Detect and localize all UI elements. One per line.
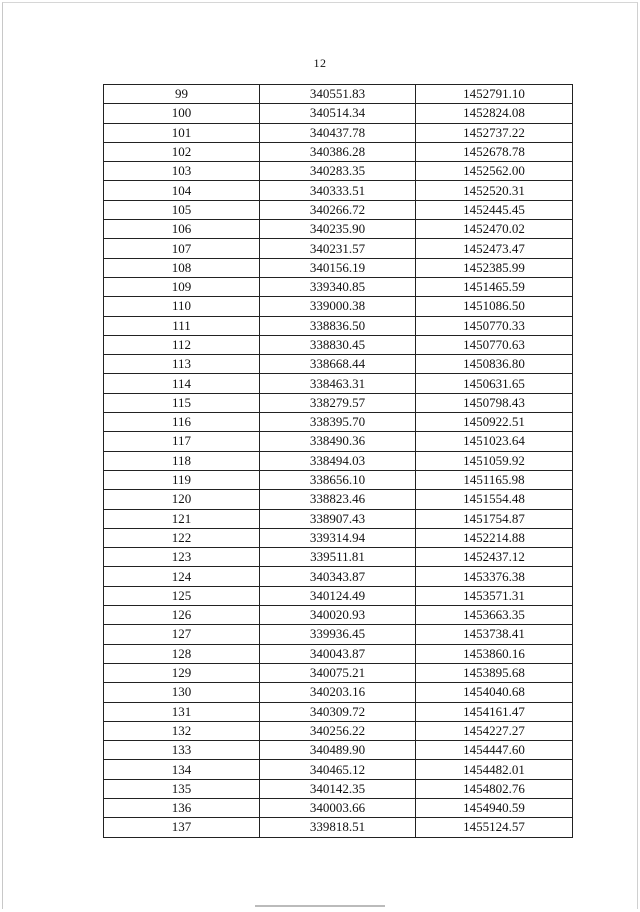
x-coordinate-cell: 338395.70 [260,413,416,432]
y-coordinate-cell: 1452445.45 [416,200,573,219]
point-number-cell: 122 [104,528,260,547]
table-row [104,625,573,644]
table-row [104,316,573,335]
x-coordinate-cell: 338656.10 [260,470,416,489]
table-row [104,297,573,316]
y-coordinate-cell: 1451059.92 [416,451,573,470]
y-coordinate-cell: 1452678.78 [416,142,573,161]
y-coordinate-cell: 1453571.31 [416,586,573,605]
x-coordinate-cell: 338823.46 [260,490,416,509]
point-number-cell: 113 [104,355,260,374]
y-coordinate-cell: 1453663.35 [416,606,573,625]
table-row [104,567,573,586]
point-number-cell: 132 [104,721,260,740]
table-row [104,355,573,374]
point-number-cell: 100 [104,104,260,123]
point-number-cell: 109 [104,277,260,296]
table-row [104,104,573,123]
x-coordinate-cell: 339000.38 [260,297,416,316]
x-coordinate-cell: 340003.66 [260,798,416,817]
y-coordinate-cell: 1451465.59 [416,277,573,296]
point-number-cell: 99 [104,85,260,104]
x-coordinate-cell: 340283.35 [260,162,416,181]
point-number-cell: 131 [104,702,260,721]
y-coordinate-cell: 1450798.43 [416,393,573,412]
scan-edge-line [255,905,385,907]
table-row [104,490,573,509]
table-row [104,335,573,354]
x-coordinate-cell: 338490.36 [260,432,416,451]
x-coordinate-cell: 338830.45 [260,335,416,354]
point-number-cell: 133 [104,741,260,760]
y-coordinate-cell: 1453895.68 [416,663,573,682]
x-coordinate-cell: 340333.51 [260,181,416,200]
table-row [104,277,573,296]
y-coordinate-cell: 1452520.31 [416,181,573,200]
x-coordinate-cell: 340514.34 [260,104,416,123]
point-number-cell: 137 [104,818,260,837]
table-row [104,85,573,104]
y-coordinate-cell: 1452562.00 [416,162,573,181]
point-number-cell: 130 [104,683,260,702]
y-coordinate-cell: 1451023.64 [416,432,573,451]
page-number: 12 [313,56,327,70]
point-number-cell: 120 [104,490,260,509]
y-coordinate-cell: 1452385.99 [416,258,573,277]
y-coordinate-cell: 1454447.60 [416,741,573,760]
y-coordinate-cell: 1453738.41 [416,625,573,644]
point-number-cell: 119 [104,470,260,489]
table-row [104,374,573,393]
table-row [104,258,573,277]
point-number-cell: 104 [104,181,260,200]
table-row [104,528,573,547]
x-coordinate-cell: 338279.57 [260,393,416,412]
x-coordinate-cell: 339936.45 [260,625,416,644]
x-coordinate-cell: 340043.87 [260,644,416,663]
point-number-cell: 135 [104,779,260,798]
x-coordinate-cell: 340256.22 [260,721,416,740]
table-body [104,85,573,838]
table-row [104,644,573,663]
x-coordinate-cell: 340465.12 [260,760,416,779]
table-row [104,702,573,721]
table-row [104,798,573,817]
y-coordinate-cell: 1452473.47 [416,239,573,258]
point-number-cell: 108 [104,258,260,277]
table-row [104,606,573,625]
point-number-cell: 102 [104,142,260,161]
x-coordinate-cell: 340203.16 [260,683,416,702]
x-coordinate-cell: 338907.43 [260,509,416,528]
y-coordinate-cell: 1450770.33 [416,316,573,335]
point-number-cell: 117 [104,432,260,451]
point-number-cell: 127 [104,625,260,644]
coordinate-table [103,84,573,838]
x-coordinate-cell: 340142.35 [260,779,416,798]
y-coordinate-cell: 1452791.10 [416,85,573,104]
x-coordinate-cell: 340551.83 [260,85,416,104]
x-coordinate-cell: 339511.81 [260,548,416,567]
table-row [104,818,573,837]
y-coordinate-cell: 1454040.68 [416,683,573,702]
table-row [104,548,573,567]
x-coordinate-cell: 340020.93 [260,606,416,625]
table-row [104,239,573,258]
point-number-cell: 103 [104,162,260,181]
x-coordinate-cell: 339818.51 [260,818,416,837]
point-number-cell: 128 [104,644,260,663]
x-coordinate-cell: 340309.72 [260,702,416,721]
x-coordinate-cell: 340343.87 [260,567,416,586]
table-row [104,741,573,760]
x-coordinate-cell: 340124.49 [260,586,416,605]
y-coordinate-cell: 1450770.63 [416,335,573,354]
y-coordinate-cell: 1453376.38 [416,567,573,586]
y-coordinate-cell: 1452737.22 [416,123,573,142]
y-coordinate-cell: 1451554.48 [416,490,573,509]
point-number-cell: 136 [104,798,260,817]
x-coordinate-cell: 339314.94 [260,528,416,547]
y-coordinate-cell: 1451754.87 [416,509,573,528]
y-coordinate-cell: 1454802.76 [416,779,573,798]
table-row [104,162,573,181]
y-coordinate-cell: 1451165.98 [416,470,573,489]
x-coordinate-cell: 339340.85 [260,277,416,296]
y-coordinate-cell: 1455124.57 [416,818,573,837]
point-number-cell: 114 [104,374,260,393]
point-number-cell: 106 [104,220,260,239]
table-row [104,779,573,798]
table-row [104,220,573,239]
x-coordinate-cell: 340437.78 [260,123,416,142]
table-row [104,142,573,161]
x-coordinate-cell: 340386.28 [260,142,416,161]
point-number-cell: 123 [104,548,260,567]
x-coordinate-cell: 338668.44 [260,355,416,374]
point-number-cell: 115 [104,393,260,412]
point-number-cell: 107 [104,239,260,258]
table-row [104,181,573,200]
y-coordinate-cell: 1454482.01 [416,760,573,779]
point-number-cell: 124 [104,567,260,586]
table-row [104,586,573,605]
y-coordinate-cell: 1451086.50 [416,297,573,316]
x-coordinate-cell: 338494.03 [260,451,416,470]
x-coordinate-cell: 340266.72 [260,200,416,219]
point-number-cell: 105 [104,200,260,219]
table-row [104,123,573,142]
point-number-cell: 112 [104,335,260,354]
y-coordinate-cell: 1454940.59 [416,798,573,817]
x-coordinate-cell: 340235.90 [260,220,416,239]
y-coordinate-cell: 1454227.27 [416,721,573,740]
point-number-cell: 111 [104,316,260,335]
x-coordinate-cell: 340489.90 [260,741,416,760]
table-row [104,432,573,451]
point-number-cell: 125 [104,586,260,605]
point-number-cell: 121 [104,509,260,528]
y-coordinate-cell: 1450836.80 [416,355,573,374]
x-coordinate-cell: 338463.31 [260,374,416,393]
x-coordinate-cell: 340156.19 [260,258,416,277]
table-row [104,200,573,219]
table-row [104,451,573,470]
table-row [104,663,573,682]
table-row [104,760,573,779]
point-number-cell: 101 [104,123,260,142]
table-row [104,393,573,412]
y-coordinate-cell: 1452214.88 [416,528,573,547]
point-number-cell: 134 [104,760,260,779]
table-row [104,413,573,432]
table-row [104,509,573,528]
y-coordinate-cell: 1452824.08 [416,104,573,123]
y-coordinate-cell: 1454161.47 [416,702,573,721]
y-coordinate-cell: 1450922.51 [416,413,573,432]
y-coordinate-cell: 1452470.02 [416,220,573,239]
table-row [104,470,573,489]
y-coordinate-cell: 1453860.16 [416,644,573,663]
table-row [104,721,573,740]
x-coordinate-cell: 340231.57 [260,239,416,258]
x-coordinate-cell: 340075.21 [260,663,416,682]
point-number-cell: 110 [104,297,260,316]
table-row [104,683,573,702]
y-coordinate-cell: 1452437.12 [416,548,573,567]
y-coordinate-cell: 1450631.65 [416,374,573,393]
point-number-cell: 116 [104,413,260,432]
point-number-cell: 126 [104,606,260,625]
x-coordinate-cell: 338836.50 [260,316,416,335]
point-number-cell: 118 [104,451,260,470]
point-number-cell: 129 [104,663,260,682]
